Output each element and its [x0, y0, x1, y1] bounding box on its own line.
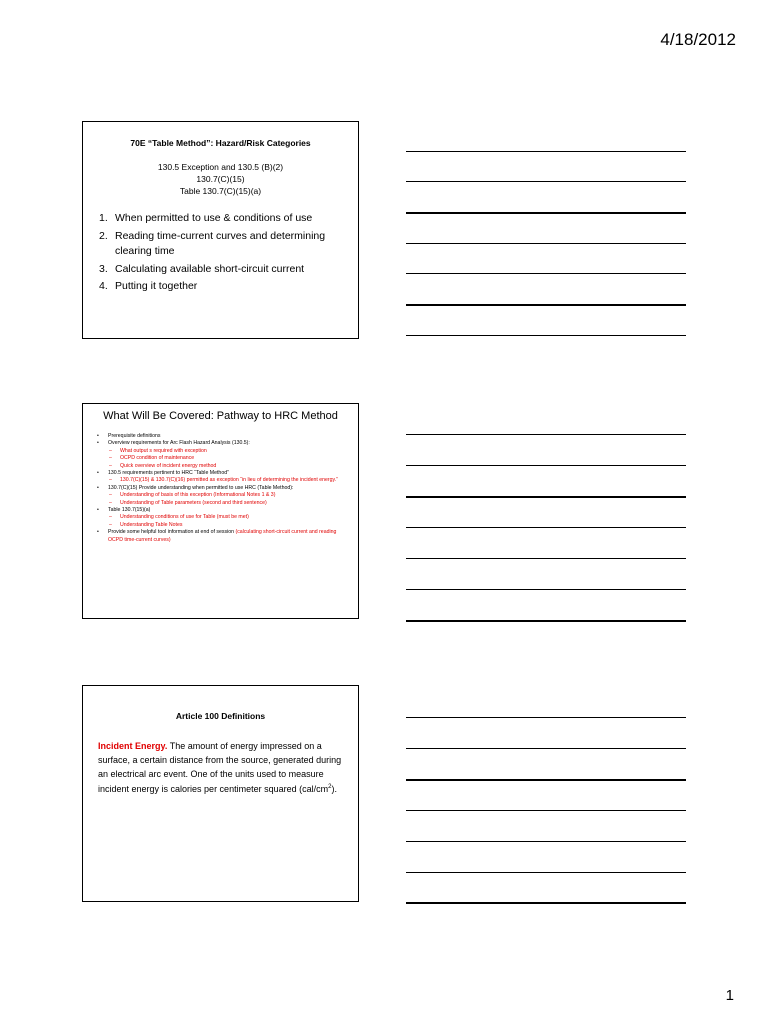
- list-item: 2. Reading time-current curves and determining clearing time: [99, 229, 326, 257]
- page-number: 1: [725, 987, 734, 1004]
- definition-text: Incident Energy. The amount of energy impressed on a surface, a certain distance from the source, generated during an electrical arc event. One of the units used to measure incident energy is calories per centimeter squared $(cal/cm^2)$.: [98, 741, 342, 794]
- code-references: [83, 161, 358, 197]
- note-line: [406, 779, 686, 781]
- note-line: [406, 589, 686, 590]
- note-line: [406, 717, 686, 718]
- slide-thumbnail-2: [82, 403, 359, 619]
- list-item: • Provide some helpful tool information at end of session (calculating short-circuit current and reading OCPD time-current curves): [97, 529, 337, 543]
- code-reference: Table 130.7(C)(15)(a): [179, 186, 262, 196]
- note-line: [406, 181, 686, 182]
- note-line: [406, 151, 686, 152]
- slide-title: What Will Be Covered: Pathway to HRC Method: [103, 410, 338, 422]
- code-reference: 130.7(C)(15): [196, 174, 245, 184]
- defined-term: Incident Energy.: [98, 741, 168, 751]
- list-item: – OCPD condition of maintenance: [109, 455, 195, 462]
- list-item: • Prerequisite definitions: [97, 433, 161, 439]
- note-line: [406, 810, 686, 811]
- note-line: [406, 496, 686, 498]
- note-line: [406, 465, 686, 466]
- list-item: • 130.7(C)(15) Provide understanding when permitted to use HRC (Table Method):: [97, 484, 294, 491]
- slide-title: 70E “Table Method”: Hazard/Risk Categories: [130, 138, 311, 148]
- note-line: [406, 527, 686, 528]
- list-item: • Overview requirements for Arc Flash Hazard Analysis (130.5):: [97, 440, 250, 447]
- note-line: [406, 902, 686, 904]
- note-line: [406, 748, 686, 749]
- list-item: • 130.5 requirements pertinent to HRC “Table Method”: [97, 470, 229, 477]
- note-line: [406, 620, 686, 622]
- page-date: 4/18/2012: [660, 30, 736, 49]
- note-line: [406, 558, 686, 559]
- note-line: [406, 304, 686, 306]
- list-item: – Understanding of Table parameters (second and third sentence): [109, 499, 267, 506]
- list-item: – Understanding Table Notes: [109, 521, 183, 528]
- note-line: [406, 273, 686, 274]
- bullet-list: [83, 433, 358, 544]
- note-line: [406, 841, 686, 842]
- note-line: [406, 434, 686, 435]
- slide-thumbnail-3: [82, 685, 359, 902]
- numbered-list: [83, 211, 358, 295]
- note-line: [406, 872, 686, 873]
- list-item: 4. Putting it together: [99, 280, 198, 292]
- slide-title: Article 100 Definitions: [175, 711, 266, 721]
- list-item: – 130.7(C)(15) & 130.7(C)(16) permitted as exception “in lieu of determining the incident energy.”: [109, 477, 338, 484]
- note-line: [406, 335, 686, 336]
- list-item: – Understanding of basis of this exception (Informational Notes 1 & 3): [109, 492, 276, 499]
- list-item: 1. When permitted to use & conditions of use: [99, 212, 313, 224]
- slide-thumbnail-1: [82, 121, 359, 339]
- note-line: [406, 212, 686, 214]
- list-item: – Understanding conditions of use for Table (must be met): [109, 514, 249, 521]
- note-line: [406, 243, 686, 244]
- list-item: 3. Calculating available short-circuit current: [99, 262, 305, 275]
- list-item: – What output s required with exception: [109, 447, 207, 454]
- code-reference: 130.5 Exception and 130.5 (B)(2): [157, 162, 284, 172]
- list-item: – Quick overview of incident energy method: [109, 462, 217, 469]
- list-item: • Table 130.7(15)(a): [97, 507, 151, 514]
